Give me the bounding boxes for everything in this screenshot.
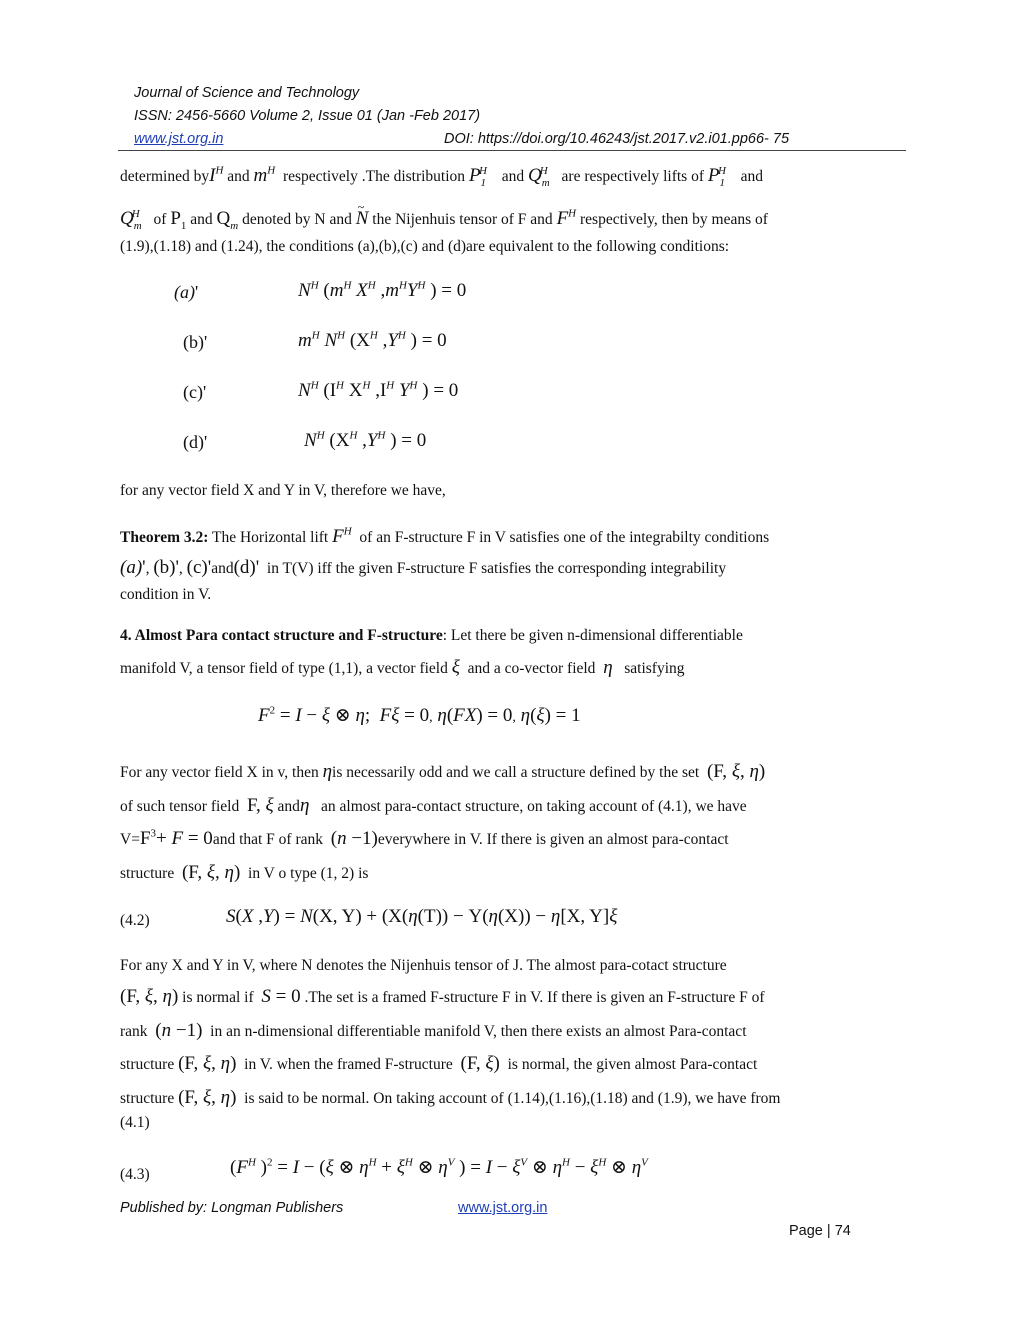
para-line-1: determined byI$^H$ and $m^H$ respectively .The distribution $P_1^H$ and $Q_m^H$ are respectively lifts of $P_1^H$ and [120, 164, 764, 189]
text: satisfying [624, 660, 685, 677]
text: The Horizontal lift [212, 529, 329, 546]
text: and a co-vector field [467, 660, 596, 677]
header-rule [118, 150, 906, 151]
para3-line-2: (F, ξ, η) is normal if S = 0 .The set is a framed F-structure F in V. If there is given an F-structure F of [120, 986, 765, 1007]
text: denoted by N and [242, 211, 352, 228]
text: and that F of rank [212, 831, 324, 848]
text: is normal, the given almost Para-contact [507, 1056, 758, 1073]
para3-line-5: structure (F, ξ, η) is said to be normal. On taking account of (1.14),(1.16),(1.18) and (1.9), we have from [120, 1087, 781, 1108]
para3-line-3: rank (n −1) in an n-dimensional differentiable manifold V, then there exists an almost Para-contact [120, 1020, 747, 1041]
doi-text: DOI: https://doi.org/10.46243/jst.2017.v2.i01.pp66- 75 [444, 131, 790, 147]
para-line-2: $Q_m^H$ of $P_1$ and $Q_m$ denoted by N and ~ N the Nijenhuis tensor of F and $F^H$ respectively, then by means of [120, 208, 910, 231]
text: manifold V, a tensor field of type (1,1), a vector field [120, 660, 448, 677]
cond-label-a: (a)' [174, 282, 199, 302]
equation-4-3: ($F^H$ )$^2$ = I − (ξ ⊗ $\eta^H + \xi^H$ ⊗ $\eta^V$ ) = $I - \xi^V$ ⊗ $\eta^H - \xi^H$ ⊗ $\eta^V$ [230, 1156, 648, 1178]
publisher-line: Published by: Longman Publishers [120, 1200, 344, 1216]
text: are respectively lifts of [561, 168, 704, 185]
footer-website-link[interactable]: www.jst.org.in [458, 1200, 548, 1216]
text: is said to be normal. On taking account of (1.14),(1.16),(1.18) and (1.9), we have from [244, 1090, 781, 1107]
para2-line-4: structure (F, ξ, η) in V o type (1, 2) is [120, 862, 369, 883]
text: in V o type (1, 2) is [248, 865, 369, 882]
page-number: Page | 74 [789, 1223, 851, 1239]
cond-label-b: (b)' [183, 332, 208, 352]
section-title: 4. Almost Para contact structure and F-structure [120, 627, 443, 644]
text: For any vector field X in v, then [120, 764, 319, 781]
text: and [501, 168, 525, 185]
section-heading-line [120, 625, 910, 647]
cond-eq-a: $N^H$ ($m^H$ $X^H$ $,m^HY^H$ ) = 0 [298, 279, 467, 301]
para2-line-1: For any vector field X in v, then ηis necessarily odd and we call a structure defined by the set (F, ξ, η) [120, 761, 766, 782]
issn-line: ISSN: 2456-5660 Volume 2, Issue 01 (Jan -Feb 2017) [134, 108, 481, 124]
after-conditions: for any vector field X and Y in V, therefore we have, [120, 482, 446, 499]
equation-4-2: S(X ,Y) = N(X, Y) + (X(η(T)) − Y(η(X)) − η[X, Y]ξ [226, 906, 618, 927]
text: and [211, 560, 234, 577]
text: and [190, 211, 213, 228]
text: structure [120, 1056, 175, 1073]
journal-title: Journal of Science and Technology [134, 85, 360, 101]
para-line-3: (1.9),(1.18) and (1.24), the conditions (a),(b),(c) and (d)are equivalent to the following conditions: [120, 238, 730, 255]
text: of an F-structure F in V satisfies one of the integrabilty conditions [359, 529, 770, 546]
text: determined by [120, 168, 210, 185]
theorem-label: Theorem 3.2: [120, 529, 209, 546]
section-line-2: manifold V, a tensor field of type (1,1), a vector field ξ and a co-vector field η satisfying [120, 657, 685, 678]
text: : Let there be given n-dimensional differentiable [442, 627, 743, 644]
cond-label-c: (c)' [183, 382, 207, 402]
para2-line-3: $V=F^3+ F = 0and$ that F of rank (n −1)everywhere in V. If there is given an almost para-contact [120, 827, 729, 849]
cond-eq-d: $N^H$ ($X^H$ $,Y^H$ ) = 0 [304, 429, 427, 451]
text: everywhere in V. If there is given an almost para-contact [377, 831, 729, 848]
text: the Nijenhuis tensor of F and [372, 211, 553, 228]
text: of such tensor field [120, 798, 240, 815]
para2-line-2: of such tensor field F, ξ andη an almost para-contact structure, on taking account of (4.1), we have [120, 795, 747, 816]
text: an almost para-contact structure, on taking account of (4.1), we have [321, 798, 747, 815]
text: is normal if [182, 989, 254, 1006]
text: respectively, then by means of [580, 211, 768, 228]
text: and [227, 168, 250, 185]
text: in T(V) iff the given F-structure F satisfies the corresponding integrability [266, 560, 727, 577]
para3-line-4: structure (F, ξ, η) in V. when the framed F-structure (F, ξ) is normal, the given almost Para-contact [120, 1053, 758, 1074]
eq-4-3-label: (4.3) [120, 1166, 150, 1183]
text: structure [120, 865, 175, 882]
text: is necessarily odd and we call a structure defined by the set [332, 764, 700, 781]
para3-line-6: (4.1) [120, 1114, 150, 1131]
text: and [740, 168, 764, 185]
cond-eq-b: $m^H$ $N^H$ ($X^H$ $,Y^H$ ) = 0 [298, 329, 447, 351]
eq-4-2-label: (4.2) [120, 912, 150, 929]
theorem-line-1: Theorem 3.2: The Horizontal lift $F^H$ of an F-structure F in V satisfies one of the integrabilty conditions [120, 525, 770, 547]
para3-line-1: For any X and Y in V, where N denotes the Nijenhuis tensor of J. The almost para-cotact structure [120, 957, 727, 974]
text: respectively .The distribution [282, 168, 466, 185]
website-link[interactable]: www.jst.org.in [134, 131, 224, 147]
text: .The set is a framed F-structure F in V. If there is given an F-structure F of [304, 989, 765, 1006]
text: and [277, 798, 300, 815]
theorem-line-2: (a)', (b)', (c)'and(d)' in T(V) iff the given F-structure F satisfies the corresponding integrability [120, 557, 727, 578]
cond-eq-c: $N^H$ ($I^H$ $X^H$ $,I^H$ $Y^H$ ) = 0 [298, 379, 459, 401]
text: in an n-dimensional differentiable manifold V, then there exists an almost Para-contact [210, 1023, 747, 1040]
text: in V. when the framed F-structure [244, 1056, 453, 1073]
text: rank [120, 1023, 148, 1040]
text: V= [120, 831, 140, 848]
text: structure [120, 1090, 175, 1107]
cond-label-d: (d)' [183, 432, 208, 452]
theorem-line-3: condition in V. [120, 586, 212, 603]
equation-4-1: $F^2 = I - \xi$ ⊗ η; Fξ = 0, η(FX) = 0, η(ξ) = 1 [258, 704, 581, 726]
text: of [153, 211, 167, 228]
